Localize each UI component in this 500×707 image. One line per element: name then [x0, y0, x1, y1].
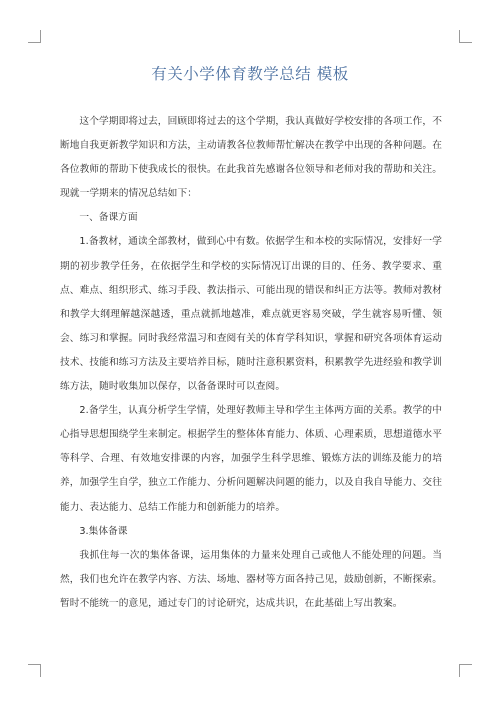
paragraph-textbook-prep: 1.备教材，通读全部教材，做到心中有数。依据学生和本校的实际情况，安排好一学期的初步教学任务，在依据学生和学校的实际情况订出课的目的、任务、教学要求、重点、难点、组织形式、练习手段、教法指示、可能出现的错误和纠正方法等。教师对教材和教学大纲理解越深越透，重点就抓地越准，难点就更容易突破，学生就容易听懂、领会、练习和掌握。同时我经常温习和查阅有关的体育学科知识，掌握和研究各项体育运动技术、技能和练习方法及主要培养目标，随时注意积累资料，积累教学先进经验和教学训练方法，随时收集加以保存，以备备课时可以查阅。 [60, 236, 442, 393]
intro-paragraph: 这个学期即将过去，回顾即将过去的这个学期，我认真做好学校安排的各项工作，不断地自我更新教学知识和方法，主动请教各位教师帮忙解决在教学中出现的各种问题。在各位教师的帮助下使我成长的很快。在此我首先感谢各位领导和老师对我的帮助和关注。现就一学期来的情况总结如下： [60, 116, 442, 200]
paragraph-group-prep: 我抓住每一次的集体备课，运用集体的力量来处理自己或他人不能处理的问题。当然，我们也允许在教学内容、方法、场地、器材等方面各持己见，鼓励创新，不断探索。暂时不能统一的意见，通过专门的讨论研究，达成共识，在此基础上写出教案。 [60, 549, 442, 609]
crop-mark-bottom-right [459, 664, 472, 677]
crop-mark-top-left [28, 30, 41, 43]
document-body [60, 110, 442, 616]
crop-mark-top-right [459, 30, 472, 43]
document-title: 有关小学体育教学总结 模板 [151, 65, 349, 83]
paragraph-student-prep: 2.备学生，认真分析学生学情，处理好教师主导和学生主体两方面的关系。教学的中心指导思想围绕学生来制定。根据学生的整体体育能力、体质、心理素质，思想道德水平等科学、合理、有效地安排课的内容，加强学生科学思维、锻炼方法的训练及能力的培养，加强学生自学，独立工作能力、分析问题解决问题的能力，以及自我自导能力、交往能力、表达能力、总结工作能力和创新能力的培养。 [60, 405, 442, 513]
section-heading-lesson-prep: 一、备课方面 [79, 212, 138, 224]
subheading-group-prep: 3.集体备课 [79, 525, 128, 537]
crop-mark-bottom-left [28, 664, 41, 677]
